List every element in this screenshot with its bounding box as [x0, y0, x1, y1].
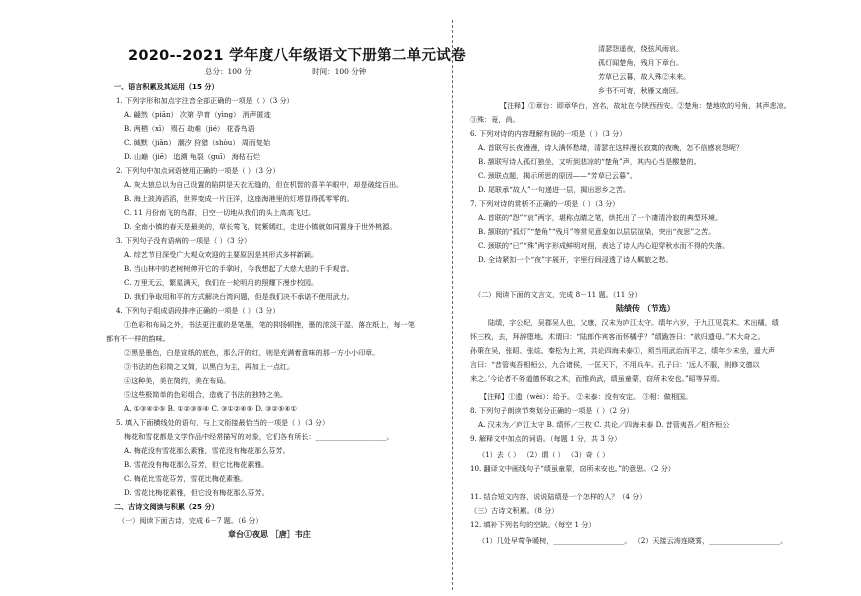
left-text-line: C. 缄默（jiān） 潮汐 狩猎（shòu） 周而复始	[124, 138, 271, 147]
left-text-line: C. 梅花比雪花芬芳，雪花比梅花素雅。	[124, 474, 248, 483]
right-text-line: 清瑟怨遥夜，绕弦风雨哀。	[598, 44, 684, 53]
left-text-line: D. 雪花比梅花素雅，但它没有梅花那么芬芳。	[124, 488, 269, 497]
left-text-line: 梅花和雪花都是文学作品中经常描写的对象，它们各有所长：____________________。	[124, 432, 394, 441]
left-text-line: ②黑是墨色，白是宣纸的底色，那么汗的红，则是充满着意味的那一方小小印章。	[124, 348, 380, 357]
right-text-line: （1）去（ ） （2）谓（ ） （3）奇（ ）	[478, 450, 610, 459]
right-text-line: ③殊：竟，尚。	[470, 115, 520, 124]
left-text-line: A. ①③④②⑤ B. ①②③⑤④ C. ③①②④⑤ D. ③②⑤④①	[124, 404, 297, 413]
left-text-line: ③书法的色彩简之又简，以黑白为主，再加上一点红。	[124, 362, 295, 371]
left-text-line: A. 综艺节目深受广大观众欢迎的主要原因是其形式多样新颖。	[124, 250, 319, 259]
right-text-line: 来之。’今论者不务道德怀取之术，而惟尚武，绩虽童蒙，窃所未安也。”昭等异焉。	[470, 374, 725, 383]
right-text-line: 10. 翻译文中画线句子“绩虽童蒙，窃所未安也。”的意思。（2 分）	[470, 464, 675, 473]
right-text-line: B. 颔联写诗人孤灯独坐，又听到悲凉的“楚角”声，其内心当是酸楚的。	[478, 157, 701, 166]
left-text-line: C. 11 月份南飞的鸟群，日空一切地从我们的头上高高飞过。	[124, 208, 316, 217]
left-text-line: 二、古诗文阅读与积累（25 分）	[114, 502, 219, 511]
right-text-line: 6. 下列对诗的内容理解有误的一项是（ ）（3 分）	[470, 129, 627, 138]
page-title: 2020--2021 学年度八年级语文下册第二单元试卷	[128, 48, 466, 64]
right-text-line: 怀三枚，去，拜辞堕地。术谓曰：“陆郎作宾客而怀橘乎？”绩跪答曰：“欲归遗母。”术大奇之。	[470, 332, 765, 341]
right-text-line: B. 颔联的“孤灯”“楚角”“残月”等常见意象如以层层渲染，突出“夜思”之苦。	[478, 227, 716, 236]
left-text-line: A. 灰太狼总以为自己设置的陷阱是天衣无缝的，但在机智的喜羊羊眼中，却是破绽百出。	[124, 180, 404, 189]
right-text-line: 言曰：“昔管夷吾相桓公，九合诸侯，一匡天下，不用兵车。孔子曰：‘远人不服，则修文德以	[470, 360, 760, 369]
right-text-line: 【注释】①遗（wèi）：给予。 ②未泰：没有安定。 ③相：做相国。	[480, 392, 693, 401]
left-text-line: ④这种美，美在简约，美在布局。	[124, 376, 231, 385]
right-text-line: 孙策在吴，张昭、张纮、秦松为上宾，共论四海未泰①，须当用武治而平之，绩年少末坐，遥大声	[470, 346, 776, 355]
left-text-line: D. 我们争取用和平的方式解决台湾问题，但是我们决不承诺不使用武力。	[124, 292, 354, 301]
total-score: 总分：100 分	[205, 67, 252, 76]
left-text-line: C. 万里无云，繁星满天，我们在一轮明月的照耀下漫步校园。	[124, 278, 319, 287]
left-text-line: B. 海上波涛滔滔，世界变成一片汪洋，这座海港里的灯塔显得孤零零的。	[124, 194, 354, 203]
right-text-line: C. 颈联的“已”“殊”两字形成鲜明对照，表达了诗人内心迎穿秋水而不得的失落。	[478, 241, 730, 250]
left-text-line: ⑤这些极简单的色彩组合，造就了书法的独特之美。	[124, 390, 288, 399]
right-text-line: 【注释】①章台：即章华台，宫名，故址在今陕西西安。②楚角：楚地吹的号角，其声悲凉。	[500, 101, 791, 110]
right-text-line: D. 全诗紧扣一个“夜”字展开，字里行间浸透了诗人羁旅之愁。	[478, 255, 673, 264]
left-text-line: B. 雪花没有梅花那么芬芳，但它比梅花素雅。	[124, 460, 269, 469]
right-text-line: D. 尾联承“故人”一句递进一层，揭出思乡之苦。	[478, 185, 630, 194]
right-text-line: 9. 解释文中加点的词语。（每题 1 分，共 3 分）	[470, 434, 622, 443]
right-text-line: 8. 下列句子朗读节奏划分正确的一项是（ ）（2 分）	[470, 406, 634, 415]
left-text-line: D. 全南小镇的春天是最美的，草长莺飞，姹紫嫣红，走进小镇就如同置身于世外桃源。	[124, 222, 397, 231]
right-text-line: 芳草已云暮，故人殊②未来。	[598, 72, 691, 81]
left-text-line: 1. 下列字形和加点字注音全部正确的一项是（ ）（3 分）	[116, 96, 294, 105]
right-text-line: 乡书不可寄，秋雁又南回。	[598, 86, 684, 95]
left-text-line: ①色彩和布局之外，书法更注重的是笔墨，笔的抑扬顿挫，墨的浓淡干湿，落在纸上，每一笔	[124, 320, 415, 329]
left-text-line: A. 梅花没有雪花那么素雅，雪花没有梅花那么芬芳。	[124, 446, 290, 455]
right-text-line: 12. 填补下列名句的空缺。（每空 1 分）	[470, 520, 596, 529]
right-text-line: 7. 下列对诗的赏析不正确的一项是（ ）（3 分）	[470, 199, 620, 208]
left-text-line: 都有不一样的韵味。	[106, 334, 170, 343]
right-text-line: 11. 结合短文内容，说说陆绩是一个怎样的人？（4 分）	[470, 492, 647, 501]
right-text-line: 陆绩，字公纪，吴郡吴人也，父康，汉末为庐江太守。绩年六岁，于九江见袁术。术出橘，绩	[488, 318, 779, 327]
left-text-line: B. 两栖（xī） 殒石 劫难（jié） 花香鸟语	[124, 124, 255, 133]
right-text-line: （三）古诗文积累。（8 分）	[470, 506, 559, 515]
right-text-line: （二）阅读下面的文言文，完成 8－11 题。（11 分）	[474, 290, 642, 299]
right-text-line: A. 首联写长夜漫漫，诗人满怀愁绪，清瑟在这样漫长寂寞的夜晚，怎不倍感哀怨呢？	[478, 143, 744, 152]
exam-meta	[205, 66, 424, 77]
right-text-line: （1）几处早莺争暖树，____________________。 （2）天接云涛连晓雾，____________________。	[478, 536, 788, 545]
time-limit: 时间：100 分钟	[312, 67, 367, 76]
left-text-line: 3. 下列句子没有语病的一项是（ ）（3 分）	[116, 236, 252, 245]
left-text-line: D. 山巅（jiē） 追溯 龟裂（guī） 海枯石烂	[124, 152, 261, 161]
right-text-line: A. 首联的“怨”“哀”两字，堪称点睛之笔，烘托出了一个凄清冷寂的典型环境。	[478, 213, 723, 222]
column-divider	[452, 20, 453, 590]
left-text-line: 一、语言积累及其运用（15 分）	[114, 82, 219, 91]
right-text-line: 陆绩传 （节选）	[616, 303, 675, 313]
right-text-line: 孤灯闻楚角，残月下章台。	[598, 58, 684, 67]
right-text-line: C. 颈联点题，揭示所思的原因——“芳草已云暮”。	[478, 171, 637, 180]
left-text-line: 2. 下列句中加点词语使用正确的一项是（ ）（3 分）	[116, 166, 280, 175]
left-text-line: （一）阅读下面古诗，完成 6－7 题。（6 分）	[118, 516, 263, 525]
left-text-line: 4. 下列句子组成语段排序正确的一项是（ ）（3 分）	[116, 306, 280, 315]
left-text-line: B. 当山林中的老树树伸开它的手掌时，今我想起了大慈大悲的千手观音。	[124, 264, 354, 273]
right-text-line: A. 汉末为／庐江太守 B. 绩怀／三枚 C. 共论／四海未泰 D. 昔管夷吾／相齐桓公	[478, 420, 730, 429]
left-text-line: 5. 填入下面横线处的语句，与上文衔接最恰当的一项是（ ）（3 分）	[116, 418, 330, 427]
left-text-line: A. 翩然（piān） 次第 孕育（yìng） 消声匿迹	[124, 110, 271, 119]
left-text-line: 章台①夜思 ［唐］韦庄	[228, 529, 311, 539]
